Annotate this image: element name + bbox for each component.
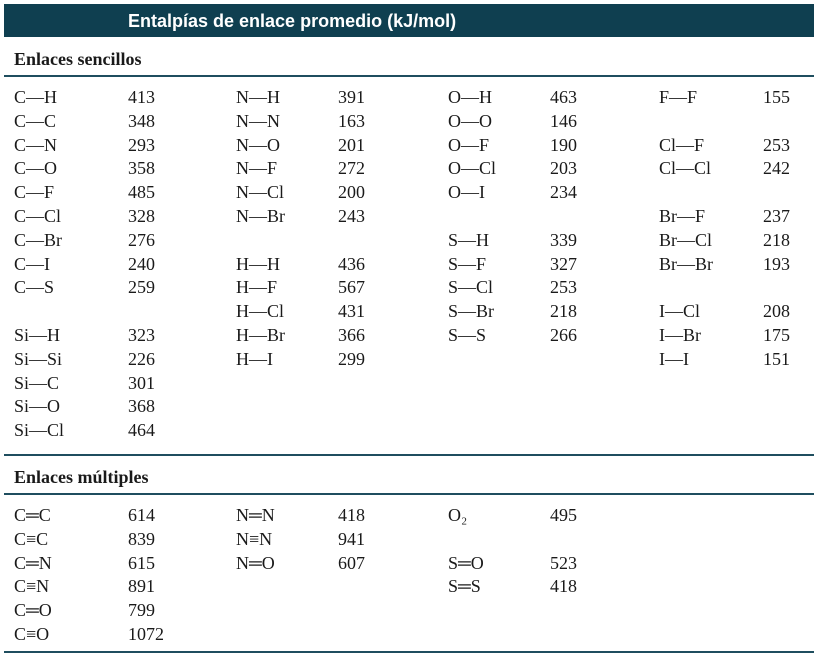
bond-label: N═N — [236, 505, 275, 525]
bond-enthalpy-value: 266 — [550, 325, 577, 345]
bond-label: H—F — [236, 277, 278, 298]
bond-enthalpy-value: 839 — [128, 528, 155, 549]
bond-enthalpy-value: 234 — [550, 182, 577, 203]
bond-enthalpy-value: 175 — [763, 325, 790, 345]
bond-label: C—N — [14, 134, 58, 155]
bond-enthalpy-value: 218 — [763, 229, 790, 250]
bond-label: I—Br — [659, 325, 701, 345]
bond-enthalpy-value: 208 — [763, 301, 790, 322]
bond-label: N—N — [236, 110, 280, 131]
bond-label: Si—Cl — [14, 420, 65, 441]
bond-label: C—S — [14, 277, 55, 298]
bond-label: O—F — [448, 134, 490, 155]
bond-label: S—S — [448, 325, 487, 345]
bond-label: I—Cl — [659, 301, 701, 322]
bond-enthalpy-value: 495 — [550, 505, 577, 525]
bond-enthalpy-value: 190 — [550, 134, 577, 155]
bond-label: Si—Si — [14, 348, 63, 369]
bond-label: N≡N — [236, 528, 273, 549]
bond-enthalpy-value: 368 — [128, 396, 155, 417]
bond-enthalpy-value: 413 — [128, 87, 155, 107]
bond-label: Si—O — [14, 396, 61, 417]
table-title-bar — [4, 4, 814, 37]
bond-label: N═O — [236, 552, 275, 573]
bond-label: C═C — [14, 505, 51, 525]
bond-enthalpy-value: 299 — [338, 348, 365, 369]
bond-enthalpy-value: 436 — [338, 253, 365, 274]
bond-label: S—Br — [448, 301, 495, 322]
bond-label: C≡O — [14, 624, 50, 644]
bond-label: C—Cl — [14, 206, 62, 226]
bond-label: C—Br — [14, 229, 63, 250]
bond-label: O—Cl — [448, 158, 497, 179]
bond-label: O—O — [448, 110, 492, 131]
bond-label: Br—Cl — [659, 229, 713, 250]
bond-enthalpy-value: 272 — [338, 158, 365, 179]
bond-enthalpy-value: 391 — [338, 87, 365, 107]
bond-enthalpy-value: 218 — [550, 301, 577, 322]
bond-enthalpy-value: 243 — [338, 206, 365, 226]
bond-enthalpy-value: 259 — [128, 277, 155, 298]
bond-label: Cl—F — [659, 134, 705, 155]
bond-label: I—I — [659, 348, 689, 369]
bond-enthalpy-value: 155 — [763, 87, 790, 107]
bond-label: C≡C — [14, 528, 49, 549]
bond-enthalpy-value: 366 — [338, 325, 365, 345]
bond-enthalpy-value: 463 — [550, 87, 577, 107]
bond-label: O—I — [448, 182, 485, 203]
bond-enthalpy-value: 193 — [763, 253, 790, 274]
bond-enthalpy-value: 607 — [338, 552, 365, 573]
bond-label: C—I — [14, 253, 50, 274]
bond-enthalpy-value: 151 — [763, 348, 790, 369]
bond-enthalpy-value: 201 — [338, 134, 365, 155]
bond-enthalpy-value: 163 — [338, 110, 365, 131]
bond-label: Si—H — [14, 325, 61, 345]
section-rule-multiple — [4, 493, 814, 495]
bond-enthalpy-value: 567 — [338, 277, 365, 298]
bond-enthalpy-value: 301 — [128, 372, 155, 393]
bond-enthalpy-value: 242 — [763, 158, 790, 179]
bond-enthalpy-value: 418 — [338, 505, 365, 525]
bond-enthalpy-value: 523 — [550, 552, 577, 573]
section-divider — [4, 454, 814, 456]
bond-label: Si—C — [14, 372, 60, 393]
bond-enthalpy-value: 614 — [128, 505, 155, 525]
bond-label: C—C — [14, 110, 57, 131]
table-title: Entalpías de enlace promedio (kJ/mol) — [128, 11, 457, 31]
bond-enthalpy-value: 615 — [128, 552, 155, 573]
bond-enthalpy-value: 237 — [763, 206, 790, 226]
bond-enthalpy-value: 253 — [550, 277, 577, 298]
bond-enthalpy-value: 418 — [550, 576, 577, 597]
bond-enthalpy-value: 431 — [338, 301, 365, 322]
bond-enthalpy-value: 327 — [550, 253, 577, 274]
bond-enthalpy-value: 253 — [763, 134, 790, 155]
bond-enthalpy-value: 226 — [128, 348, 155, 369]
bond-label: S—Cl — [448, 277, 494, 298]
bond-label: H—H — [236, 253, 280, 274]
table-bottom-rule — [4, 651, 814, 653]
bond-label: C≡N — [14, 576, 50, 597]
bond-label: N—F — [236, 158, 278, 179]
bond-enthalpy-value: 203 — [550, 158, 577, 179]
bond-enthalpy-value: 276 — [128, 229, 155, 250]
bond-enthalpy-value: 348 — [128, 110, 155, 131]
bond-label: N—O — [236, 134, 280, 155]
bond-label: Cl—Cl — [659, 158, 712, 179]
bond-label: N—Cl — [236, 182, 285, 203]
section-rule-single — [4, 75, 814, 77]
bond-label: H—Cl — [236, 301, 285, 322]
bond-enthalpy-value: 941 — [338, 528, 365, 549]
bond-label: C—F — [14, 182, 55, 203]
bond-label: C═O — [14, 600, 52, 621]
bond-label: S—H — [448, 229, 490, 250]
bond-label: O—H — [448, 87, 492, 107]
bond-label: C—O — [14, 158, 58, 179]
bond-label: S═S — [448, 576, 481, 597]
section-label-single: Enlaces sencillos — [14, 49, 142, 69]
bond-enthalpy-value: 891 — [128, 576, 155, 597]
bond-enthalpy-value: 323 — [128, 325, 155, 345]
bond-label: H—I — [236, 348, 273, 369]
bond-enthalpy-value: 200 — [338, 182, 365, 203]
bond-label: N—Br — [236, 206, 285, 226]
bond-label: S═O — [448, 552, 484, 573]
bond-label: Br—F — [659, 206, 706, 226]
bond-label: S—F — [448, 253, 487, 274]
bond-enthalpy-value: 339 — [550, 229, 577, 250]
bond-label: Br—Br — [659, 253, 713, 274]
bond-label: H—Br — [236, 325, 285, 345]
bond-enthalpy-value: 146 — [550, 110, 577, 131]
bond-enthalpy-value: 799 — [128, 600, 155, 621]
bond-enthalpy-value: 293 — [128, 134, 155, 155]
bond-enthalpy-value: 328 — [128, 206, 155, 226]
bond-enthalpy-value: 464 — [128, 420, 155, 441]
bond-enthalpy-value: 240 — [128, 253, 155, 274]
bond-enthalpy-value: 1072 — [128, 624, 164, 644]
bond-label: O₂ — [448, 505, 468, 525]
bond-label: C—H — [14, 87, 58, 107]
section-label-multiple: Enlaces múltiples — [14, 467, 149, 487]
bond-label: F—F — [659, 87, 698, 107]
bond-label: C═N — [14, 552, 52, 573]
bond-enthalpy-value: 358 — [128, 158, 155, 179]
bond-label: N—H — [236, 87, 280, 107]
bond-enthalpy-value: 485 — [128, 182, 155, 203]
